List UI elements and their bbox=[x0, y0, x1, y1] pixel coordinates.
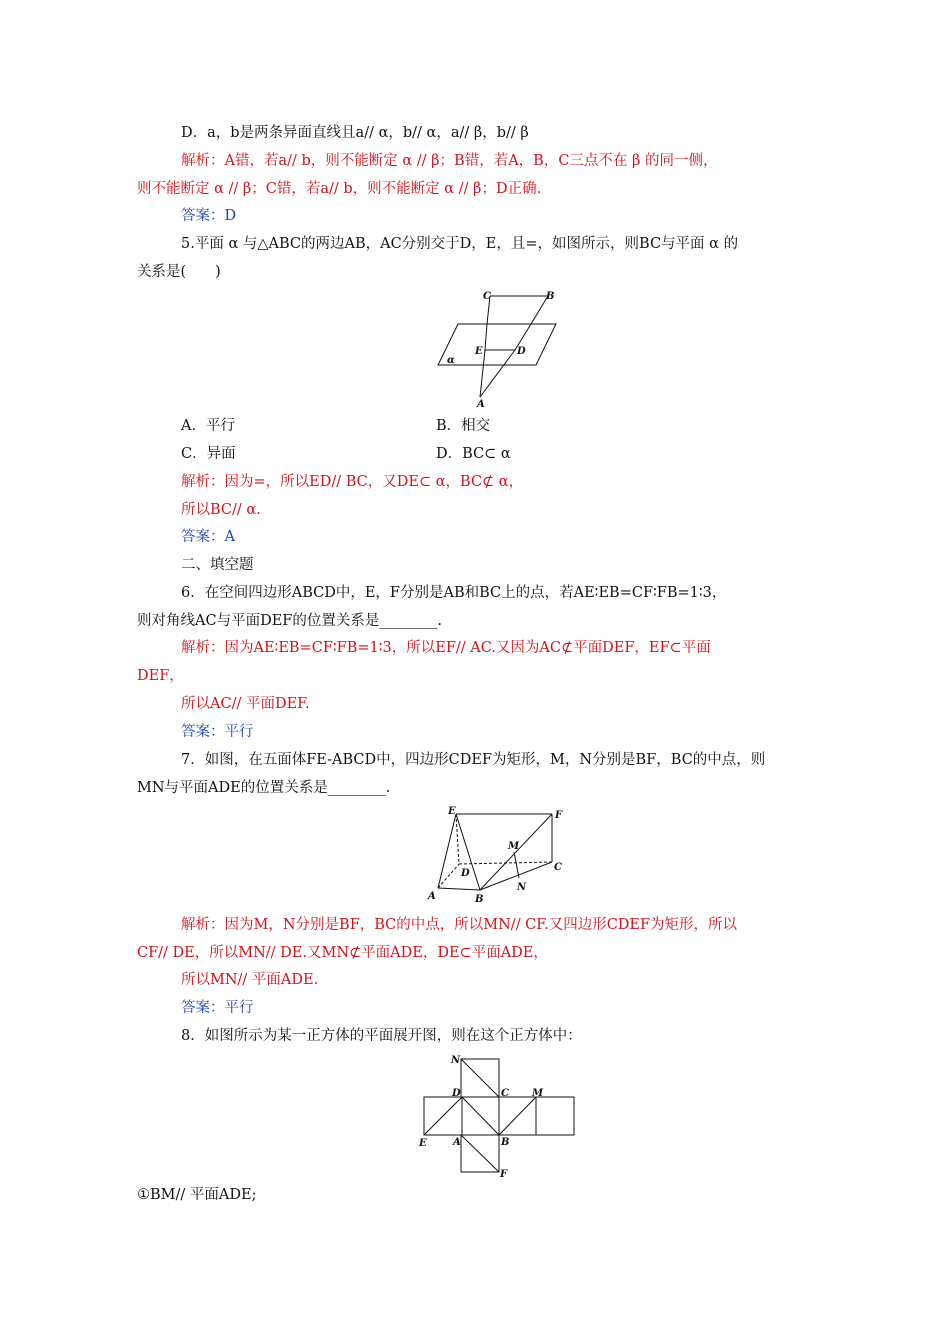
figure-pentahedron bbox=[424, 802, 574, 904]
fig1-label-c: C bbox=[483, 291, 491, 302]
fig3-label-n: N bbox=[451, 1055, 461, 1066]
option-d-q5: D．BC⊂ α bbox=[436, 446, 511, 462]
section-heading-fill-blank: 二、填空题 bbox=[181, 557, 254, 573]
fig1-label-d: D bbox=[517, 346, 526, 357]
option-d-q4: D．a，b是两条异面直线且a// α，b// α，a// β，b// β bbox=[181, 125, 529, 141]
fig2-label-e: E bbox=[448, 806, 456, 817]
fig2-label-f: F bbox=[555, 810, 563, 821]
analysis-q7-line2: CF// DE，所以MN// DE.又MN⊄平面ADE，DE⊂平面ADE， bbox=[137, 945, 548, 961]
analysis-q7-line3: 所以MN// 平面ADE. bbox=[181, 972, 319, 988]
fig3-label-a: A bbox=[453, 1137, 461, 1148]
answer-q6: 答案：平行 bbox=[181, 724, 254, 740]
analysis-q6-line2: DEF， bbox=[137, 668, 184, 684]
figure-plane-triangle bbox=[430, 285, 570, 410]
analysis-q5-line2: 所以BC// α. bbox=[181, 502, 261, 518]
fig2-label-c: C bbox=[554, 862, 562, 873]
analysis-q4-line2: 则不能断定 α // β；C错，若a// b，则不能断定 α // β；D正确. bbox=[137, 181, 542, 197]
answer-q7: 答案：平行 bbox=[181, 1000, 254, 1016]
fig3-label-e: E bbox=[419, 1138, 427, 1149]
fig2-label-m: M bbox=[508, 841, 520, 852]
question-7-line2: MN与平面ADE的位置关系是________. bbox=[137, 780, 391, 796]
fig1-label-a: A bbox=[477, 399, 485, 410]
answer-q4: 答案：D bbox=[181, 208, 237, 224]
figure-cube-net bbox=[414, 1052, 580, 1180]
question-6-line1: 6．在空间四边形ABCD中，E，F分别是AB和BC上的点，若AE∶EB=CF∶FB=1∶3， bbox=[181, 585, 727, 601]
question-5-line1: 5.平面 α 与△ABC的两边AB，AC分别交于D，E，且=，如图所示，则BC与平面 α 的 bbox=[181, 236, 739, 252]
fig2-label-b: B bbox=[475, 894, 484, 904]
fig3-label-c: C bbox=[501, 1088, 509, 1099]
option-a-q5: A．平行 bbox=[181, 418, 235, 434]
question-8: 8．如图所示为某一正方体的平面展开图，则在这个正方体中： bbox=[181, 1028, 582, 1044]
fig1-label-alpha: α bbox=[447, 355, 455, 366]
fig2-label-n: N bbox=[517, 882, 527, 893]
answer-q5: 答案：A bbox=[181, 529, 235, 545]
fig1-label-e: E bbox=[475, 346, 483, 357]
fig3-label-m: M bbox=[532, 1088, 544, 1099]
question-7-line1: 7．如图，在五面体FE-ABCD中，四边形CDEF为矩形，M，N分别是BF，BC的中点，则 bbox=[181, 752, 766, 768]
fig2-label-d: D bbox=[461, 868, 470, 879]
fig3-label-d: D bbox=[452, 1088, 461, 1099]
question-5-line2: 关系是( ) bbox=[137, 264, 221, 280]
option-b-q5: B．相交 bbox=[436, 418, 491, 434]
fig2-label-a: A bbox=[428, 891, 436, 902]
question-6-line2: 则对角线AC与平面DEF的位置关系是________. bbox=[137, 613, 442, 629]
analysis-q4-line1: 解析：A错，若a// b，则不能断定 α // β；B错，若A，B，C三点不在 β 的同一侧， bbox=[181, 153, 718, 169]
fig3-label-f: F bbox=[500, 1169, 508, 1180]
analysis-q6-line1: 解析：因为AE∶EB=CF∶FB=1∶3，所以EF// AC.又因为AC⊄平面DEF，EF⊂平面 bbox=[181, 640, 711, 656]
option-c-q5: C．异面 bbox=[181, 446, 236, 462]
analysis-q7-line1: 解析：因为M，N分别是BF，BC的中点，所以MN// CF.又四边形CDEF为矩形，所以 bbox=[181, 917, 738, 933]
analysis-q5-line1: 解析：因为=，所以ED// BC，又DE⊂ α，BC⊄ α， bbox=[181, 474, 524, 490]
analysis-q6-line3: 所以AC// 平面DEF. bbox=[181, 696, 310, 712]
fig3-label-b: B bbox=[501, 1137, 510, 1148]
fig1-label-b: B bbox=[546, 291, 555, 302]
statement-1-q8: ①BM// 平面ADE; bbox=[137, 1187, 257, 1203]
